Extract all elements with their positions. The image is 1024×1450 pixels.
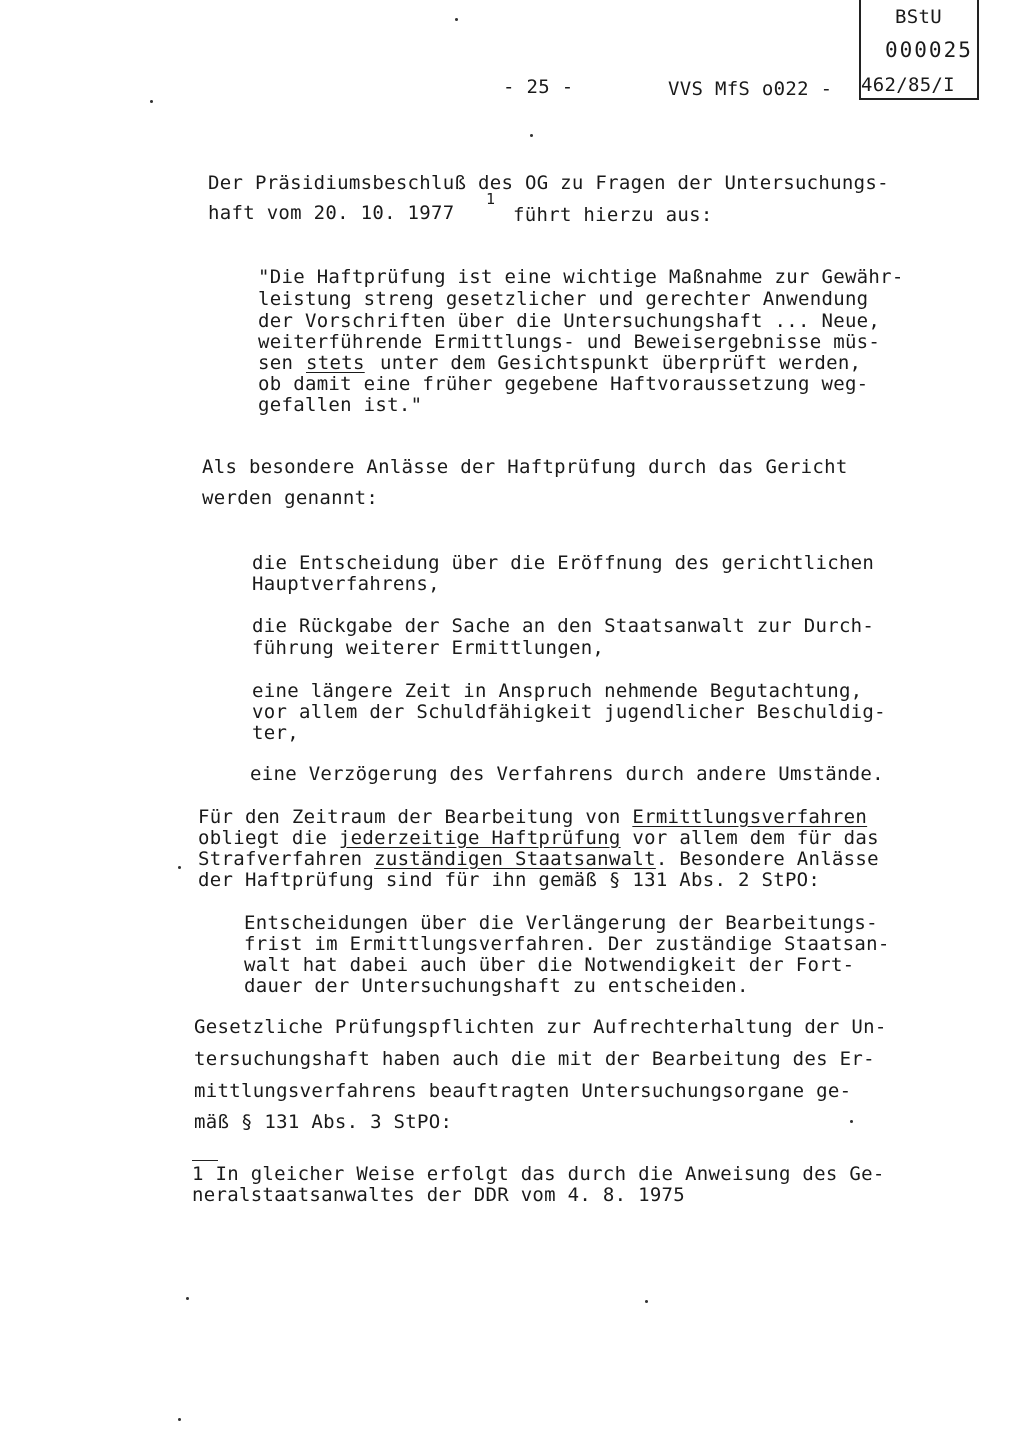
para1-line-2a: haft vom 20. 10. 1977	[208, 202, 455, 224]
stamp-number: 000025	[885, 38, 973, 62]
stamp-reference: 462/85/I	[861, 74, 955, 96]
list-item-2-line-1: die Rückgabe der Sache an den Staatsanwalt zur Durch-	[252, 615, 875, 637]
para3-line-4: der Haftprüfung sind für ihn gemäß § 131 Abs. 2 StPO:	[198, 869, 821, 891]
para3-line-2-text-a: obliegt die	[198, 827, 339, 849]
document-reference: VVS MfS o022 -	[668, 78, 833, 100]
para4-line-3: mittlungsverfahrens beauftragten Untersuchungsorgane ge-	[194, 1080, 852, 1102]
quote-line-4: weiterführende Ermittlungs- und Beweisergebnisse müs-	[258, 331, 881, 353]
list-item-2-line-2: führung weiterer Ermittlungen,	[252, 637, 605, 659]
scan-speck	[530, 134, 533, 137]
quote-line-6: ob damit eine früher gegebene Haftvoraussetzung weg-	[258, 373, 869, 395]
list-item-4-line-1: eine Verzögerung des Verfahrens durch andere Umstände.	[250, 763, 884, 785]
quote-line-5b: unter dem Gesichtspunkt überprüft werden,	[380, 352, 862, 374]
list-item-3-line-2: vor allem der Schuldfähigkeit jugendlicher Beschuldig-	[252, 701, 886, 723]
footnote-line-2: neralstaatsanwaltes der DDR vom 4. 8. 1975	[192, 1184, 686, 1206]
quote2-line-2: frist im Ermittlungsverfahren. Der zuständige Staatsan-	[244, 933, 890, 955]
list-item-3-line-3: ter,	[252, 722, 299, 744]
quote-line-5a: sen	[258, 352, 294, 374]
quote2-line-4: dauer der Untersuchungshaft zu entscheiden.	[244, 975, 749, 997]
scan-speck	[178, 1418, 181, 1421]
para3-line-1-text: Für den Zeitraum der Bearbeitung von	[198, 806, 633, 828]
para3-line-2	[198, 827, 879, 849]
scan-speck	[850, 1120, 853, 1123]
footnote-line-1: 1 In gleicher Weise erfolgt das durch die Anweisung des Ge-	[192, 1163, 885, 1185]
scan-speck	[186, 1297, 189, 1300]
quote-line-7: gefallen ist."	[258, 394, 423, 416]
scan-speck	[178, 866, 181, 869]
para2-line-1: Als besondere Anlässe der Haftprüfung durch das Gericht	[202, 456, 848, 478]
para3-line-3-text-a: Strafverfahren	[198, 848, 375, 870]
quote-line-3: der Vorschriften über die Untersuchungshaft ... Neue,	[258, 310, 881, 332]
para3-line-3-text-c: . Besondere Anlässe	[655, 848, 879, 870]
list-item-1-line-2: Hauptverfahrens,	[252, 573, 440, 595]
para3-emphasis-ermittlungsverfahren: Ermittlungsverfahren	[632, 806, 868, 828]
para3-emphasis-haftpruefung: jederzeitige Haftprüfung	[338, 827, 621, 849]
para4-line-2: tersuchungshaft haben auch die mit der Bearbeitung des Er-	[194, 1048, 875, 1070]
para2-line-2: werden genannt:	[202, 487, 379, 509]
para3-line-2-text-c: vor allem dem für das	[620, 827, 879, 849]
scan-speck	[150, 100, 153, 103]
quote-line-2: leistung streng gesetzlicher und gerechter Anwendung	[258, 288, 869, 310]
para1-line-1: Der Präsidiumsbeschluß des OG zu Fragen der Untersuchungs-	[208, 172, 889, 194]
para1-line-2b: führt hierzu aus:	[513, 204, 713, 226]
para3-line-1	[198, 806, 867, 828]
quote-line-1: "Die Haftprüfung ist eine wichtige Maßnahme zur Gewähr-	[258, 266, 904, 288]
page-number: - 25 -	[503, 76, 574, 98]
quote2-line-1: Entscheidungen über die Verlängerung der Bearbeitungs-	[244, 912, 878, 934]
list-item-3-line-1: eine längere Zeit in Anspruch nehmende Begutachtung,	[252, 680, 863, 702]
scan-speck	[455, 18, 458, 21]
stamp-line-1: BStU	[895, 6, 942, 28]
archive-stamp	[859, 0, 979, 100]
scan-speck	[645, 1300, 648, 1303]
quote2-line-3: walt hat dabei auch über die Notwendigkeit der Fort-	[244, 954, 855, 976]
para3-line-3	[198, 848, 879, 870]
list-item-1-line-1: die Entscheidung über die Eröffnung des gerichtlichen	[252, 552, 875, 574]
quote-emphasis-stets: stets	[306, 352, 365, 374]
para3-emphasis-staatsanwalt: zuständigen Staatsanwalt	[374, 848, 656, 870]
para4-line-4: mäß § 131 Abs. 3 StPO:	[194, 1111, 453, 1133]
footnote-rule	[192, 1160, 218, 1161]
para4-line-1: Gesetzliche Prüfungspflichten zur Aufrechterhaltung der Un-	[194, 1016, 887, 1038]
footnote-mark: 1	[486, 190, 496, 208]
